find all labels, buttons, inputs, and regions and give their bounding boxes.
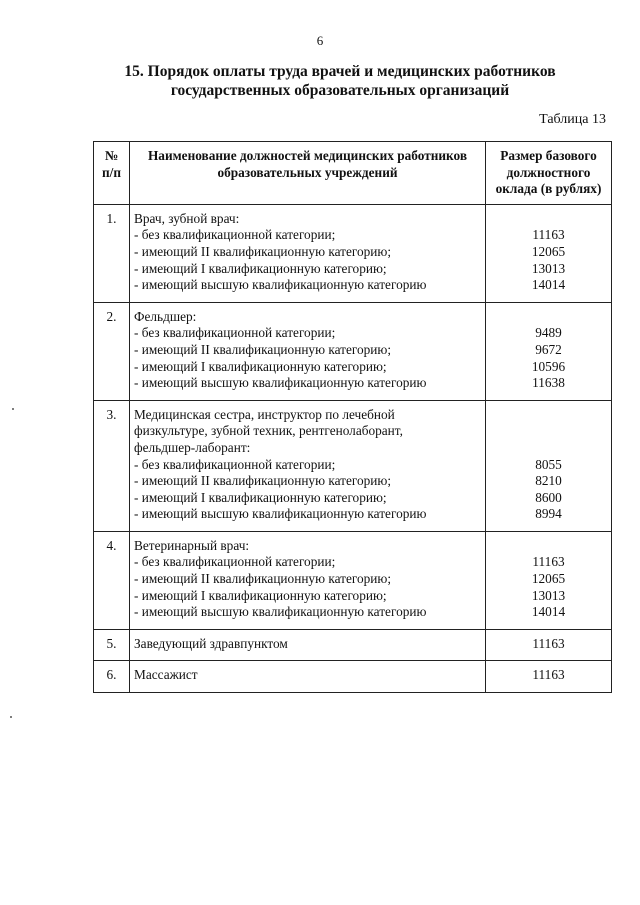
salary-value: 9672 — [535, 341, 562, 357]
category-item: - без квалификационной категории; — [134, 456, 336, 472]
row-number: 1. — [94, 204, 130, 302]
header-position-name — [130, 142, 486, 205]
scan-speck — [10, 716, 12, 718]
header-salary-line-1: Размер базового — [500, 148, 597, 163]
category-item: - имеющий высшую квалификационную категорию — [134, 506, 427, 522]
salary-value: 11163 — [532, 554, 565, 570]
header-salary-line-3: оклада (в рублях) — [495, 181, 602, 197]
row-number: 4. — [94, 531, 130, 629]
table-body — [94, 204, 612, 692]
category-item: - без квалификационной категории; — [134, 325, 336, 341]
salary-value: 14014 — [531, 277, 566, 293]
category-item: - имеющий I квалификационную категорию; — [134, 587, 387, 603]
header-number — [94, 142, 130, 205]
salary-value: 12065 — [531, 243, 566, 259]
row-number: 2. — [94, 302, 130, 400]
salary-cell — [486, 661, 612, 693]
salary-value: 11163 — [532, 667, 565, 683]
salary-spacer — [490, 423, 607, 440]
category-item: - имеющий I квалификационную категорию; — [134, 489, 387, 505]
header-number-line-1: № — [104, 148, 119, 163]
salary-spacer — [490, 309, 607, 326]
salary-spacer — [490, 440, 607, 457]
category-item: - имеющий высшую квалификационную категорию — [134, 277, 427, 293]
position-cell — [130, 531, 486, 629]
position-title: фельдшер-лаборант: — [134, 439, 251, 455]
position-title: Ветеринарный врач: — [134, 537, 250, 553]
table-label: Таблица 13 — [539, 112, 606, 127]
salary-cell — [486, 400, 612, 531]
salary-value: 8210 — [535, 473, 562, 489]
position-cell — [130, 629, 486, 661]
salary-value: 13013 — [531, 260, 566, 276]
section-title-line-1: 15. Порядок оплаты труда врачей и медицинских работников — [124, 63, 556, 80]
salary-cell — [486, 302, 612, 400]
position-title: Заведующий здравпунктом — [134, 635, 288, 651]
category-item: - имеющий II квалификационную категорию; — [134, 243, 392, 259]
salary-value: 9489 — [535, 325, 562, 341]
category-item: - без квалификационной категории; — [134, 554, 336, 570]
salary-spacer — [490, 538, 607, 555]
section-title — [60, 62, 620, 100]
salary-value: 12065 — [531, 571, 566, 587]
salary-table — [93, 141, 612, 693]
salary-value: 14014 — [531, 604, 566, 620]
header-name-line-1: Наименование должностей медицинских работников — [147, 148, 468, 163]
row-number: 6. — [94, 661, 130, 693]
salary-cell — [486, 204, 612, 302]
position-title: физкультуре, зубной техник, рентгенолаборант, — [134, 423, 403, 439]
table-header-row — [94, 142, 612, 205]
salary-value: 8600 — [535, 489, 562, 505]
salary-value: 11163 — [532, 635, 565, 651]
page-number: 6 — [316, 33, 324, 48]
salary-cell — [486, 531, 612, 629]
section-title-line-2: государственных образовательных организаций — [170, 82, 510, 99]
salary-cell — [486, 629, 612, 661]
position-title: Массажист — [134, 667, 198, 683]
position-cell — [130, 204, 486, 302]
category-item: - без квалификационной категории; — [134, 227, 336, 243]
category-item: - имеющий высшую квалификационную категорию — [134, 375, 427, 391]
row-number: 5. — [94, 629, 130, 661]
salary-value: 8994 — [535, 506, 562, 522]
header-number-line-2: п/п — [101, 164, 122, 180]
salary-spacer — [490, 211, 607, 228]
category-item: - имеющий II квалификационную категорию; — [134, 571, 392, 587]
scan-speck — [12, 408, 14, 410]
table-row — [94, 400, 612, 531]
salary-value: 11638 — [532, 375, 565, 391]
position-title: Медицинская сестра, инструктор по лечебной — [134, 406, 395, 422]
position-cell — [130, 661, 486, 693]
position-cell — [130, 302, 486, 400]
salary-value: 13013 — [531, 587, 566, 603]
salary-value: 10596 — [531, 358, 566, 374]
table-row — [94, 661, 612, 693]
salary-value: 8055 — [535, 456, 562, 472]
category-item: - имеющий II квалификационную категорию; — [134, 341, 392, 357]
table-row — [94, 204, 612, 302]
position-cell — [130, 400, 486, 531]
position-title: Фельдшер: — [134, 308, 197, 324]
table-row — [94, 629, 612, 661]
position-title: Врач, зубной врач: — [134, 210, 240, 226]
category-item: - имеющий I квалификационную категорию; — [134, 260, 387, 276]
category-item: - имеющий высшую квалификационную категорию — [134, 604, 427, 620]
table-row — [94, 531, 612, 629]
row-number: 3. — [94, 400, 130, 531]
header-name-line-2: образовательных учреждений — [217, 164, 398, 180]
category-item: - имеющий I квалификационную категорию; — [134, 358, 387, 374]
header-salary-line-2: должностного — [506, 164, 591, 180]
header-base-salary — [486, 142, 612, 205]
table-row — [94, 302, 612, 400]
category-item: - имеющий II квалификационную категорию; — [134, 473, 392, 489]
salary-spacer — [490, 407, 607, 424]
salary-value: 11163 — [532, 227, 565, 243]
